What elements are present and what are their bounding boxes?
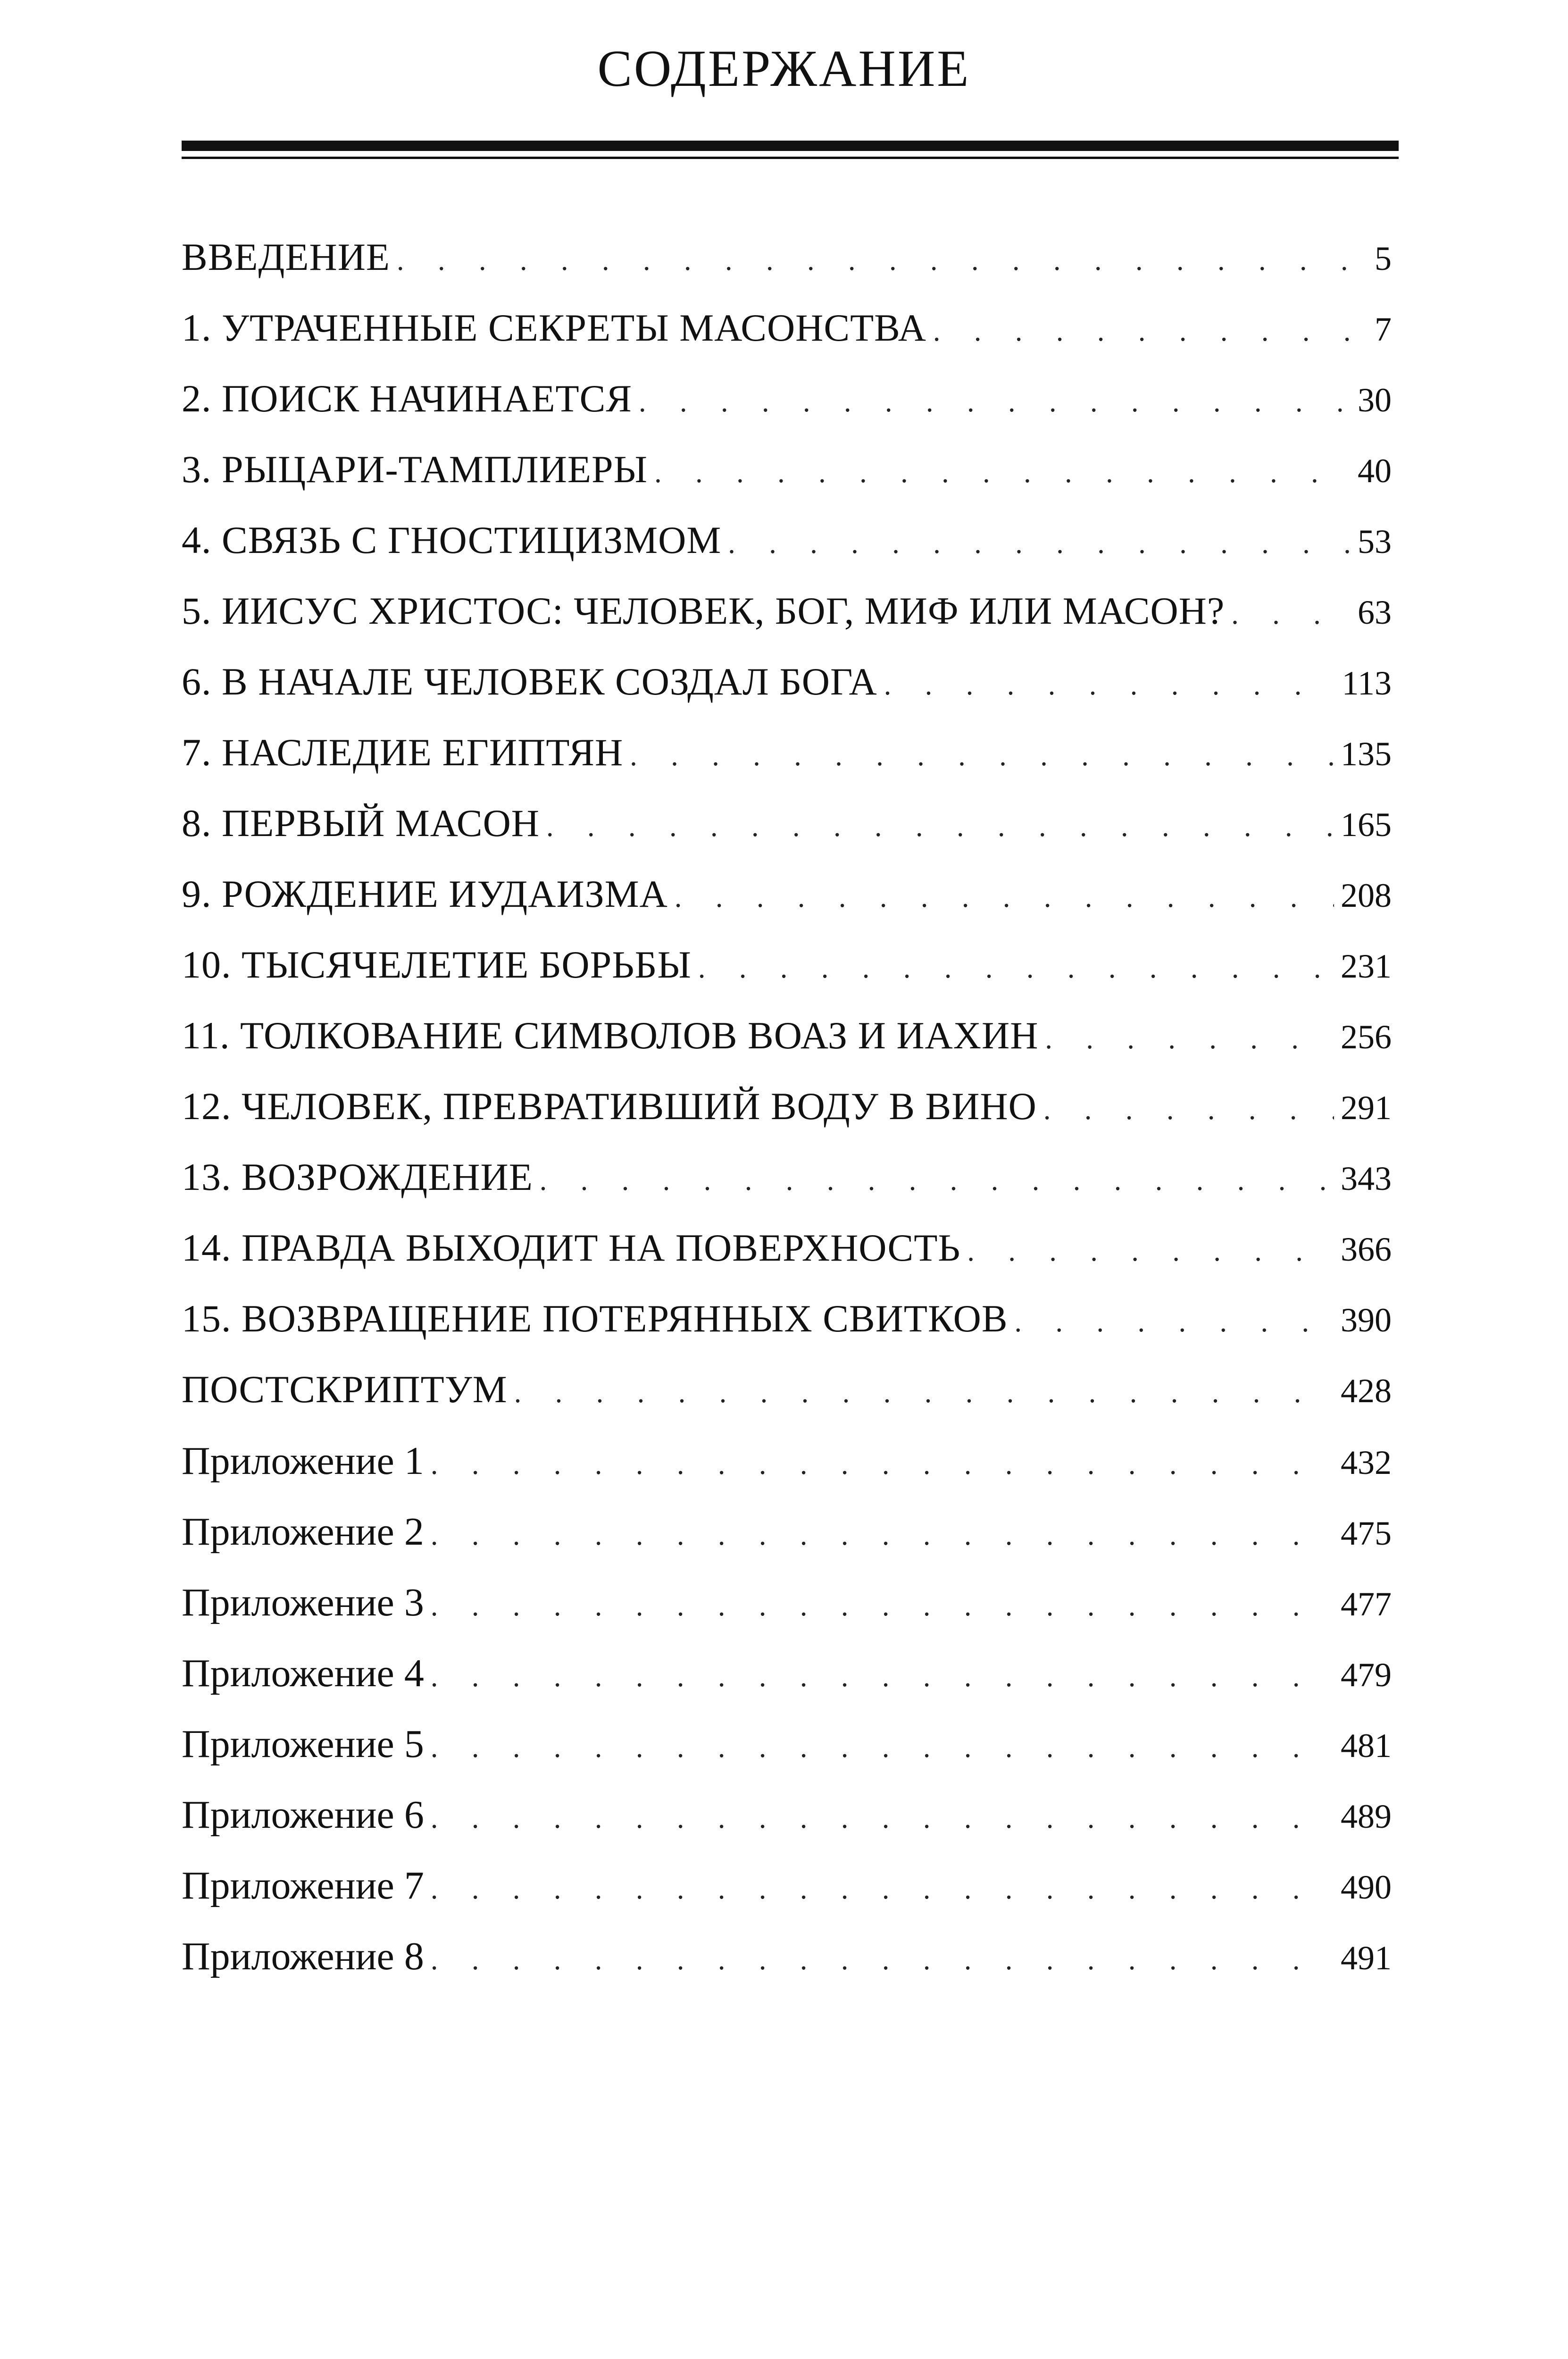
toc-entry xyxy=(182,1213,1392,1283)
toc-entry xyxy=(182,1142,1392,1213)
toc-entry-label: 9. РОЖДЕНИЕ ИУДАИЗМА xyxy=(182,872,668,915)
title-rule-thin xyxy=(182,157,1399,159)
toc-entry xyxy=(182,1850,1392,1921)
dot-leader xyxy=(630,720,1334,791)
toc-entry-label: Приложение 5 xyxy=(182,1722,424,1766)
toc-entry-label: 15. ВОЗВРАЩЕНИЕ ПОТЕРЯННЫХ СВИТКОВ xyxy=(182,1297,1008,1340)
dot-leader xyxy=(1045,1004,1334,1074)
toc-entry-page: 53 xyxy=(1358,523,1392,560)
toc-entry-label: 8. ПЕРВЫЙ МАСОН xyxy=(182,802,540,845)
toc-entry-page: 135 xyxy=(1341,735,1392,773)
toc-entry-label: ВВЕДЕНИЕ xyxy=(182,235,391,278)
toc-entry-label: Приложение 8 xyxy=(182,1934,424,1978)
toc-entry-label: 7. НАСЛЕДИЕ ЕГИПТЯН xyxy=(182,731,624,774)
toc-entry-page: 491 xyxy=(1341,1939,1392,1977)
toc-entry-page: 343 xyxy=(1341,1160,1392,1197)
toc-entry-page: 477 xyxy=(1341,1585,1392,1623)
toc-entry xyxy=(182,1497,1392,1567)
toc-entry-label: Приложение 7 xyxy=(182,1864,424,1907)
toc-entry-label: 2. ПОИСК НАЧИНАЕТСЯ xyxy=(182,377,633,420)
toc-entry xyxy=(182,788,1392,859)
page-title: СОДЕРЖАНИЕ xyxy=(597,40,971,97)
toc-entry-page: 40 xyxy=(1358,452,1392,490)
dot-leader xyxy=(698,933,1334,1004)
toc-entry xyxy=(182,1354,1392,1425)
toc-entry xyxy=(182,1921,1392,1992)
toc-entry-page: 113 xyxy=(1342,664,1392,702)
toc-entry xyxy=(182,1567,1392,1638)
dot-leader xyxy=(431,1783,1334,1854)
dot-leader xyxy=(431,1924,1334,1995)
toc-entry-label: ПОСТСКРИПТУМ xyxy=(182,1368,508,1411)
dot-leader xyxy=(514,1357,1334,1428)
toc-entry-page: 490 xyxy=(1341,1868,1392,1906)
toc-entry-label: 10. ТЫСЯЧЕЛЕТИЕ БОРЬБЫ xyxy=(182,943,692,986)
toc-entry xyxy=(182,363,1392,434)
toc-entry-label: 11. ТОЛКОВАНИЕ СИМВОЛОВ ВОАЗ И ИАХИН xyxy=(182,1014,1039,1057)
toc-entry-page: 208 xyxy=(1341,877,1392,914)
toc-entry-label: Приложение 6 xyxy=(182,1793,424,1837)
toc-entry-label: 12. ЧЕЛОВЕК, ПРЕВРАТИВШИЙ ВОДУ В ВИНО xyxy=(182,1085,1037,1128)
toc-entry-label: 5. ИИСУС ХРИСТОС: ЧЕЛОВЕК, БОГ, МИФ ИЛИ МАСОН? xyxy=(182,589,1225,632)
toc-entry-page: 475 xyxy=(1341,1514,1392,1552)
toc-entry-page: 479 xyxy=(1341,1656,1392,1694)
toc-entry xyxy=(182,505,1392,576)
toc-entry-page: 7 xyxy=(1375,310,1392,348)
toc-entry-page: 489 xyxy=(1341,1798,1392,1835)
dot-leader xyxy=(1043,1074,1334,1145)
toc-entry-label: Приложение 1 xyxy=(182,1439,424,1483)
toc-entry xyxy=(182,1000,1392,1071)
dot-leader xyxy=(431,1641,1334,1712)
dot-leader xyxy=(1015,1287,1334,1357)
dot-leader xyxy=(933,296,1366,367)
dot-leader xyxy=(967,1216,1334,1287)
toc-entry xyxy=(182,1071,1392,1142)
toc-entry xyxy=(182,1638,1392,1709)
toc-entry-label: 1. УТРАЧЕННЫЕ СЕКРЕТЫ МАСОНСТВА xyxy=(182,306,926,349)
toc-entry xyxy=(182,222,1392,293)
dot-leader xyxy=(431,1571,1334,1641)
dot-leader xyxy=(397,225,1366,296)
toc-entry xyxy=(182,1709,1392,1780)
dot-leader xyxy=(431,1429,1334,1500)
toc-entry-label: 6. В НАЧАЛЕ ЧЕЛОВЕК СОЗДАЛ БОГА xyxy=(182,660,877,703)
dot-leader xyxy=(546,791,1334,862)
toc-entry-page: 256 xyxy=(1341,1018,1392,1056)
toc-entry-page: 432 xyxy=(1341,1444,1392,1481)
toc-entry xyxy=(182,1780,1392,1850)
toc-entry-label: 3. РЫЦАРИ-ТАМПЛИЕРЫ xyxy=(182,448,648,491)
toc-entry xyxy=(182,859,1392,929)
toc-entry xyxy=(182,293,1392,363)
toc-entry-page: 481 xyxy=(1341,1727,1392,1765)
dot-leader xyxy=(675,862,1334,933)
toc-entry-page: 390 xyxy=(1341,1301,1392,1339)
toc-entry xyxy=(182,929,1392,1000)
toc-entry-page: 63 xyxy=(1358,594,1392,631)
dot-leader xyxy=(639,367,1351,437)
toc-entry xyxy=(182,1283,1392,1354)
toc-entry-page: 30 xyxy=(1358,381,1392,419)
toc-entry-label: Приложение 4 xyxy=(182,1651,424,1695)
dot-leader xyxy=(654,437,1351,508)
dot-leader xyxy=(431,1854,1334,1924)
toc-entry-label: Приложение 3 xyxy=(182,1581,424,1624)
toc-entry xyxy=(182,646,1392,717)
toc-entry-label: 14. ПРАВДА ВЫХОДИТ НА ПОВЕРХНОСТЬ xyxy=(182,1226,961,1269)
toc-entry xyxy=(182,717,1392,788)
dot-leader xyxy=(431,1500,1334,1571)
toc-entry-page: 5 xyxy=(1375,240,1392,277)
toc-entry-page: 231 xyxy=(1341,947,1392,985)
dot-leader xyxy=(728,508,1351,579)
toc-entry-label: Приложение 2 xyxy=(182,1510,424,1554)
toc-entry-page: 291 xyxy=(1341,1089,1392,1127)
dot-leader xyxy=(1231,579,1351,650)
toc-entry-page: 165 xyxy=(1341,806,1392,844)
toc-entry-label: 13. ВОЗРОЖДЕНИЕ xyxy=(182,1155,533,1198)
toc-entry xyxy=(182,434,1392,505)
toc-entry xyxy=(182,1426,1392,1497)
dot-leader xyxy=(431,1712,1334,1783)
toc-entry-page: 428 xyxy=(1341,1372,1392,1410)
dot-leader xyxy=(540,1145,1334,1216)
title-rule-thick xyxy=(182,141,1399,151)
toc-entry xyxy=(182,576,1392,646)
dot-leader xyxy=(884,650,1335,720)
toc-entry-label: 4. СВЯЗЬ С ГНОСТИЦИЗМОМ xyxy=(182,519,722,561)
toc-entry-page: 366 xyxy=(1341,1230,1392,1268)
table-of-contents xyxy=(182,222,1392,1992)
